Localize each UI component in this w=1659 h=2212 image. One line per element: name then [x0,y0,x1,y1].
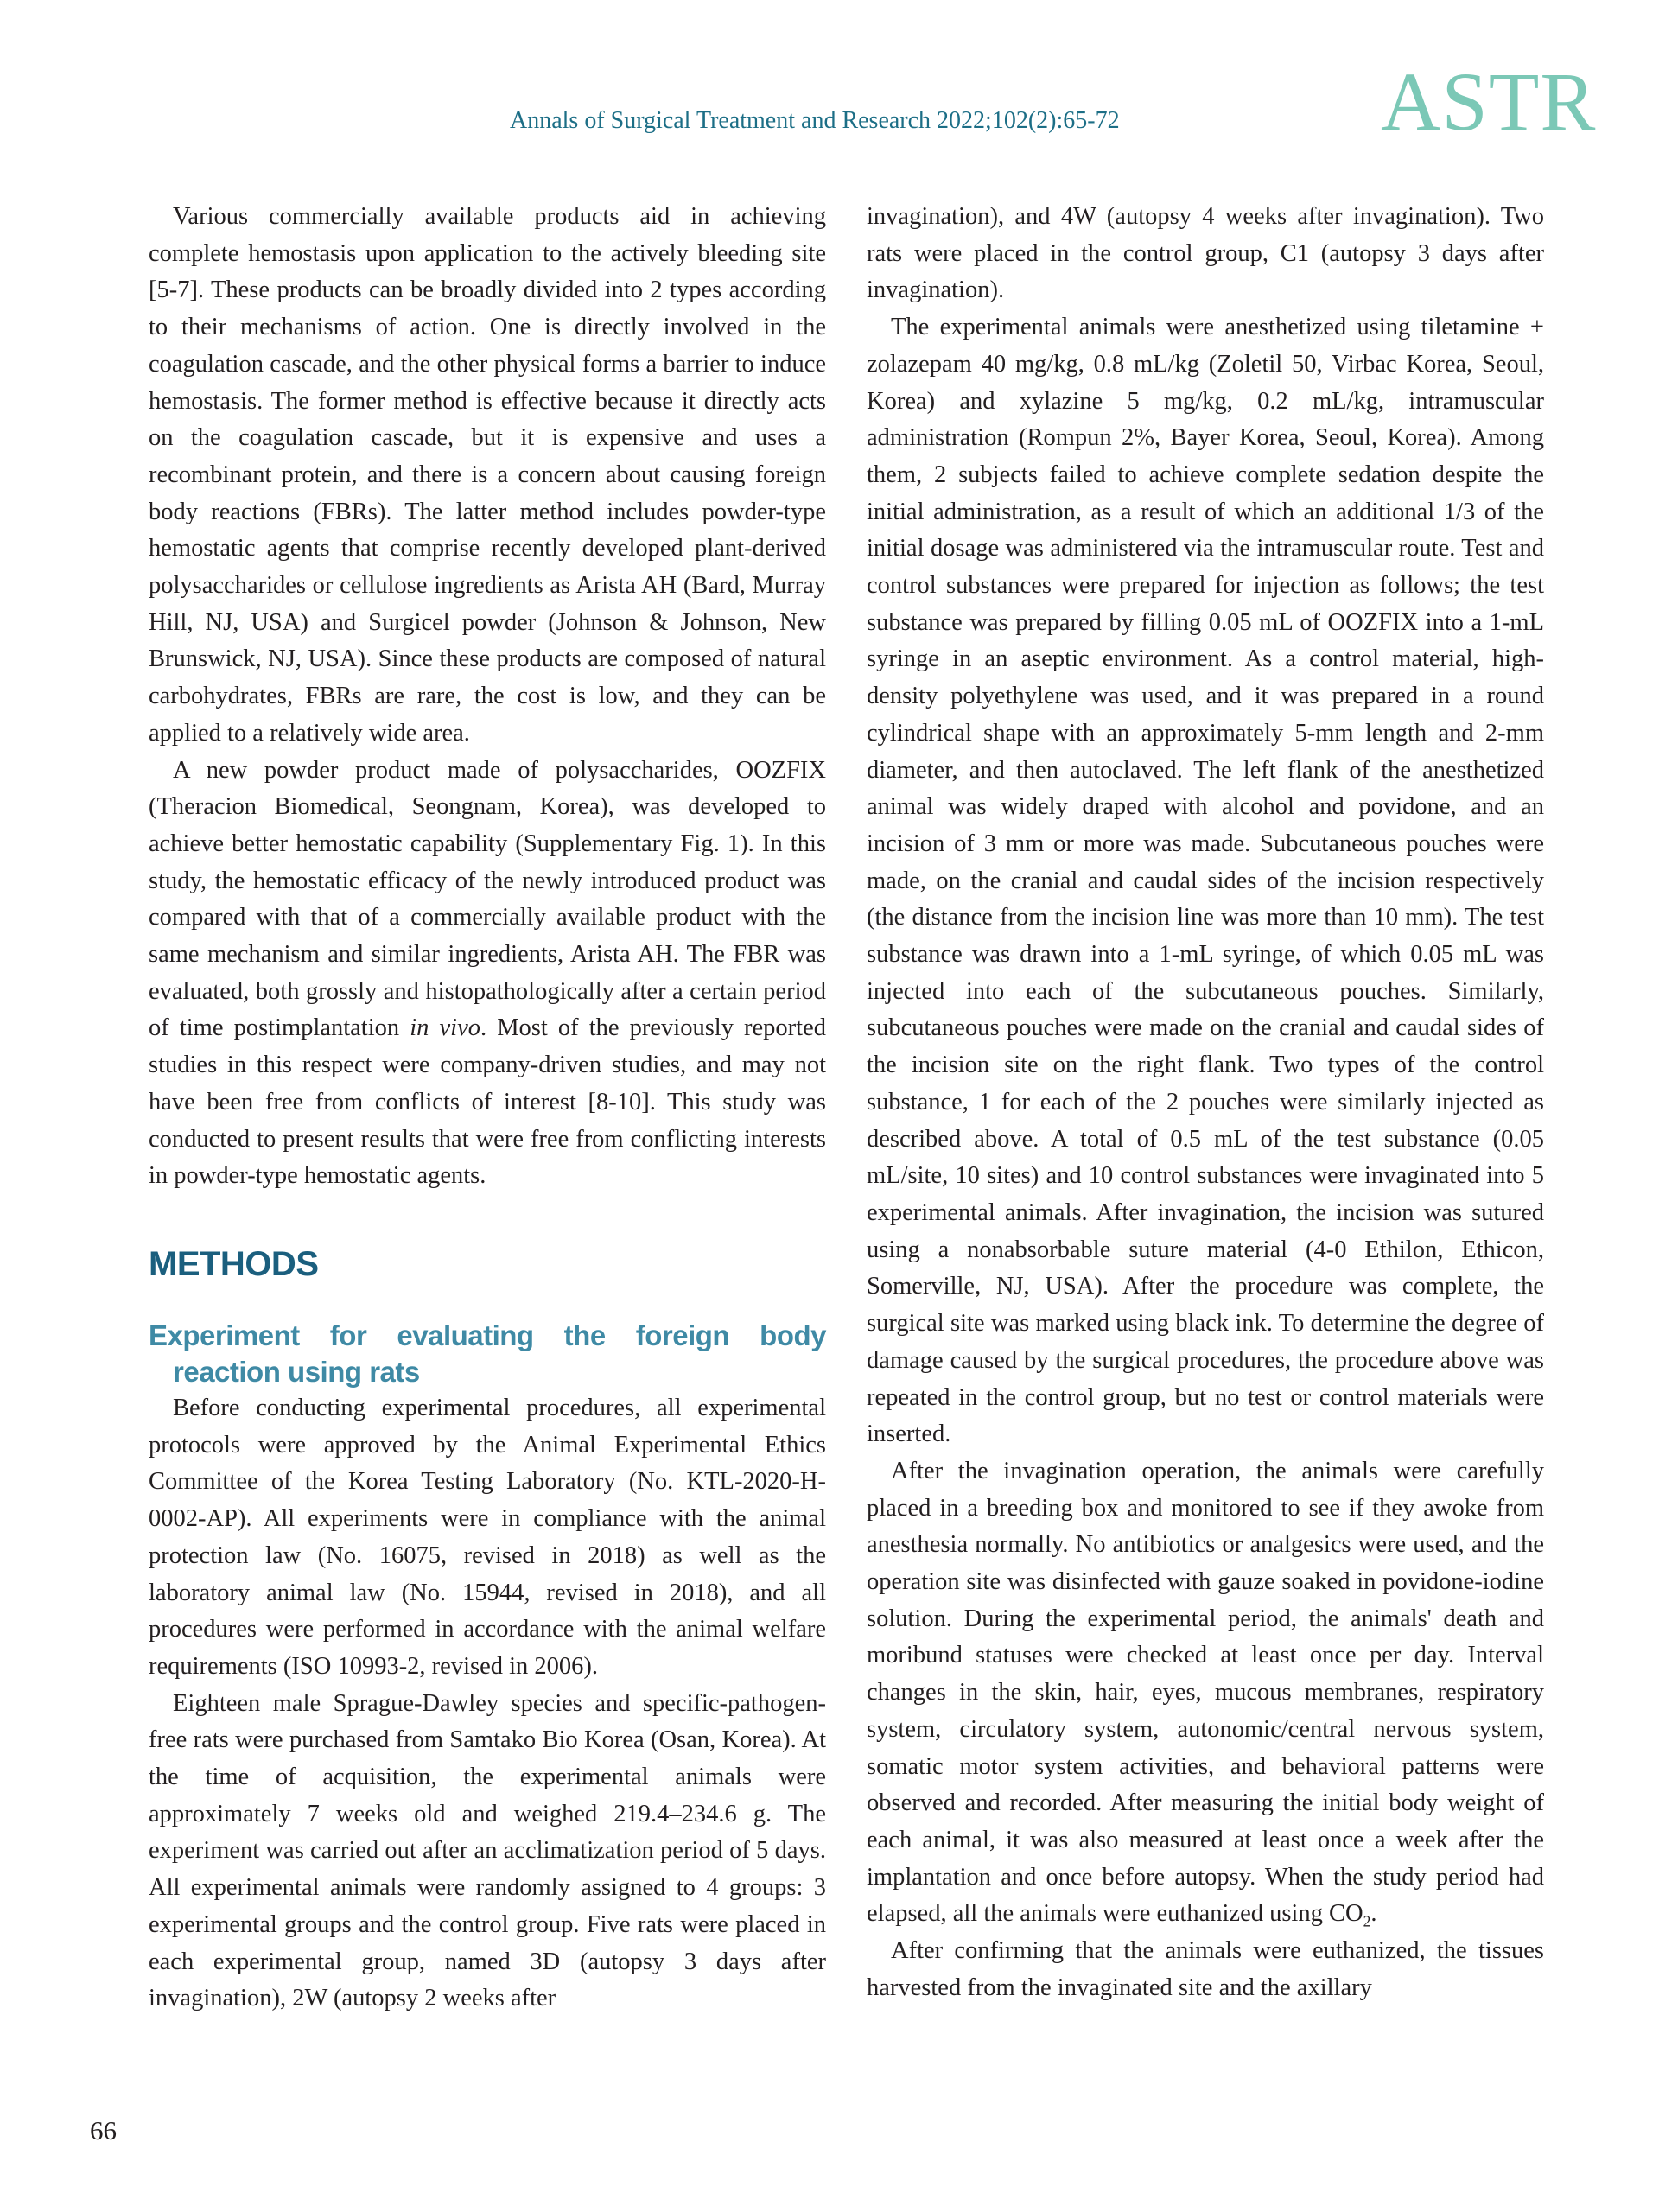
section-heading: METHODS [149,1244,319,1283]
body-paragraph: Eighteen male Sprague-Dawley species and specific-pathogen-free rats were purchased from Samtako Bio Korea (Osan, Korea). At the time of acquisition, the experimental animals were approximately 7 weeks old and weighed 219.4–234.6 g. The experiment was carried out after an acclimatization period of 5 days. All experimental animals were randomly assigned to 4 groups: 3 experimental groups and the control group. Five rats were placed in each experimental group, named 3D (autopsy 3 days after invagination), 2W (autopsy 2 weeks after [149,1689,826,2012]
body-paragraph [149,753,826,1195]
page-number: 66 [90,2115,117,2145]
text-span: . [1370,1900,1377,1928]
body-paragraph: Before conducting experimental procedures, all experimental protocols were approved by the Animal Experimental Ethics Committee of the Korea Testing Laboratory (No. KTL-2020-H-0002-AP). All experiments were in compliance with the animal protection law (No. 16075, revised in 2018) as well as the laboratory animal law (No. 15944, revised in 2018), and all procedures were performed in accordance with the animal welfare requirements (ISO 10993-2, revised in 2006). [149,1394,826,1680]
italic-term: in vivo [410,1014,480,1042]
text-span: A new powder product made of polysaccharides, OOZFIX (Theracion Biomedical, Seongnam, Korea), was developed to achieve better hemostatic capability (Supplementary Fig. 1). In this study, the hemostatic efficacy of the newly introduced product was compared with that of a commercially available product with the same mechanism and similar ingredients, Arista AH. The FBR was evaluated, both grossly and histopathologically after a certain period of time postimplantation [149,756,826,1042]
journal-citation: Annals of Surgical Treatment and Research 2022;102(2):65-72 [510,107,1120,134]
page-header [0,55,1659,148]
body-paragraph: Various commercially available products aid in achieving complete hemostasis upon application to the actively bleeding site [5-7]. These products can be broadly divided into 2 types according to their mechanisms of action. One is directly involved in the coagulation cascade, and the other physical forms a barrier to induce hemostasis. The former method is effective because it directly acts on the coagulation cascade, but it is expensive and uses a recombinant protein, and there is a concern about causing foreign body reactions (FBRs). The latter method includes powder-type hemostatic agents that comprise recently developed plant-derived polysaccharides or cellulose ingredients as Arista AH (Bard, Murray Hill, NJ, USA) and Surgicel powder (Johnson & Johnson, New Brunswick, NJ, USA). Since these products are composed of natural carbohydrates, FBRs are rare, the cost is low, and they can be applied to a relatively wide area. [149,203,826,747]
journal-logo: ASTR [1381,55,1597,148]
subscript: 2 [1363,1913,1371,1931]
text-span: . Most of the previously reported studies in this respect were company-driven studies, and may not have been free from conflicts of interest [8-10]. This study was conducted to present results that were free from conflicting interests in powder-type hemostatic agents. [149,1014,826,1190]
body-paragraph [867,1453,1544,1933]
subsection-heading: Experiment for evaluating the foreign body reaction using rats [149,1319,826,1388]
body-paragraph: invagination), and 4W (autopsy 4 weeks after invagination). Two rats were placed in the control group, C1 (autopsy 3 days after invagination). [867,203,1544,304]
text-span: After the invagination operation, the animals were carefully placed in a breeding box and monitored to see if they awoke from anesthesia normally. No antibiotics or analgesics were used, and the operation site was disinfected with gauze soaked in povidone-iodine solution. During the experimental period, the animals' death and moribund statuses were checked at least once per day. Interval changes in the skin, hair, eyes, mucous membranes, respiratory system, circulatory system, autonomic/central nervous system, somatic motor system activities, and behavioral patterns were observed and recorded. After measuring the initial body weight of each animal, it was also measured at least once a week after the implantation and once before autopsy. When the study period had elapsed, all the animals were euthanized using CO [867,1457,1544,1928]
body-paragraph: After confirming that the animals were euthanized, the tissues harvested from the invaginated site and the axillary [867,1937,1544,2001]
right-column [867,199,1544,2006]
body-paragraph: The experimental animals were anesthetized using tiletamine + zolazepam 40 mg/kg, 0.8 mL/kg (Zoletil 50, Virbac Korea, Seoul, Korea) and xylazine 5 mg/kg, 0.2 mL/kg, intramuscular administration (Rompun 2%, Bayer Korea, Seoul, Korea). Among them, 2 subjects failed to achieve complete sedation despite the initial administration, as a result of which an additional 1/3 of the initial dosage was administered via the intramuscular route. Test and control substances were prepared for injection as follows; the test substance was prepared by filling 0.05 mL of OOZFIX into a 1-mL syringe in an aseptic environment. As a control material, high-density polyethylene was used, and it was prepared in a round cylindrical shape with an approximately 5-mm length and 2-mm diameter, and then autoclaved. The left flank of the anesthetized animal was widely draped with alcohol and povidone, and an incision of 3 mm or more was made. Subcutaneous pouches were made, on the cranial and caudal sides of the incision respectively (the distance from the incision line was more than 10 mm). The test substance was drawn into a 1-mL syringe, of which 0.05 mL was injected into each of the subcutaneous pouches. Similarly, subcutaneous pouches were made on the cranial and caudal sides of the incision site on the right flank. Two types of the control substance, 1 for each of the 2 pouches were similarly injected as described above. A total of 0.5 mL of the test substance (0.05 mL/site, 10 sites) and 10 control substances were invaginated into 5 experimental animals. After invagination, the incision was sutured using a nonabsorbable suture material (4-0 Ethilon, Ethicon, Somerville, NJ, USA). After the procedure was complete, the surgical site was marked using black ink. To determine the degree of damage caused by the surgical procedures, the procedure above was repeated in the control group, but no test or control materials were inserted. [867,314,1544,1448]
left-column [149,199,826,2018]
